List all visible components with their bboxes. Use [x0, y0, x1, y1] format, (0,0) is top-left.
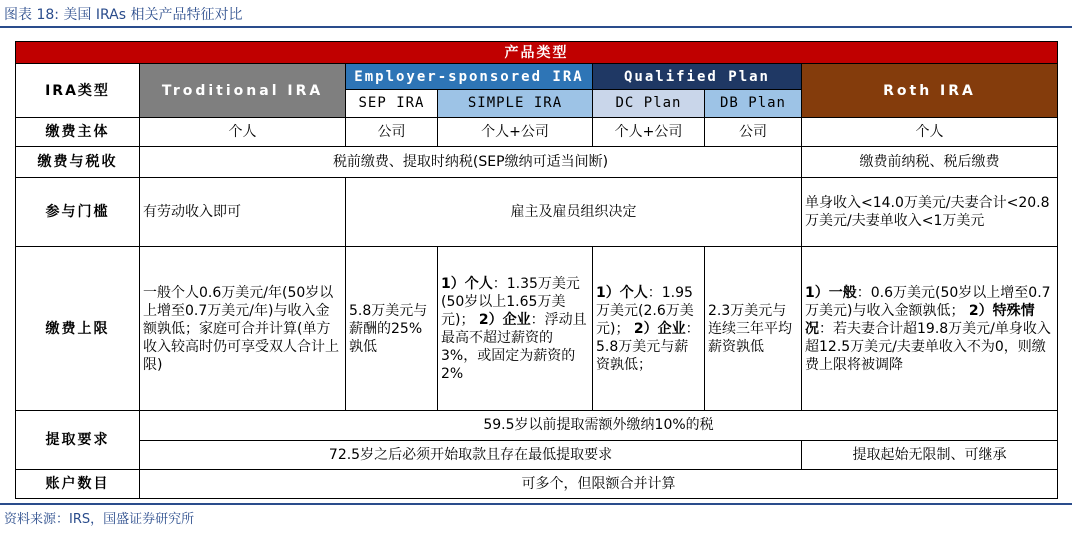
limit-roth-p1: ：0.6万美元(50岁以上增至0.7万美元)与收入金额孰低；: [805, 284, 1051, 319]
row-payer: [16, 117, 1058, 147]
dc-plan-header: DC Plan: [593, 90, 705, 118]
limit-dc-p2: ：5.8万美元与薪资孰低；: [596, 320, 700, 373]
row-tax: [16, 147, 1058, 178]
row-withdraw-2: [16, 440, 1058, 470]
limit-traditional: 一般个人0.6万美元/年(50岁以上增至0.7万美元/年)与收入金额孰低；家庭可合并计算(单方收入较高时仍可享受双人合计上限): [140, 247, 346, 411]
limit-roth-p1-head: 1）一般: [805, 284, 857, 301]
tax-main: 税前缴费、提取时纳税(SEP缴纳可适当间断): [140, 147, 802, 178]
limit-dc: [593, 247, 705, 411]
withdraw-label: 提取要求: [16, 411, 140, 470]
limit-simple-p2-head: 2）企业: [478, 311, 531, 328]
limit-label: 缴费上限: [16, 247, 140, 411]
threshold-label: 参与门槛: [16, 177, 140, 247]
withdraw-line2: 72.5岁之后必须开始取款且存在最低提取要求: [140, 440, 802, 470]
header-row-categories: [16, 64, 1058, 90]
limit-simple-p1-head: 1）个人: [441, 275, 493, 292]
simple-ira-header: SIMPLE IRA: [438, 90, 593, 118]
limit-db: 2.3万美元与连续三年平均薪资孰低: [705, 247, 802, 411]
limit-simple-p2: ：浮动且最高不超过薪资的3%，或固定为薪资的2%: [441, 311, 587, 382]
row-accounts: [16, 470, 1058, 499]
withdraw-roth: 提取起始无限制、可继承: [802, 440, 1058, 470]
payer-label: 缴费主体: [16, 117, 140, 147]
db-plan-header: DB Plan: [705, 90, 802, 118]
header-row-product-type: [16, 42, 1058, 64]
figure-caption: 图表 18: 美国 IRAs 相关产品特征对比: [4, 7, 243, 23]
limit-roth-p2: ：若夫妻合计超19.8万美元/单身收入超12.5万美元/夫妻单收入不为0，则缴费上限将被调降: [805, 320, 1051, 373]
source-note: 资料来源：IRS，国盛证券研究所: [4, 512, 195, 527]
payer-simple: 个人+公司: [438, 117, 593, 147]
bottom-rule: [0, 503, 1072, 505]
threshold-employer: 雇主及雇员组织决定: [346, 177, 802, 247]
limit-simple: [438, 247, 593, 411]
product-type-header: 产品类型: [16, 42, 1058, 64]
threshold-roth: 单身收入<14.0万美元/夫妻合计<20.8 万美元/夫妻单收入<1万美元: [802, 177, 1058, 247]
ira-comparison-table: [15, 41, 1058, 499]
employer-sponsored-header: Employer-sponsored IRA: [346, 64, 593, 90]
threshold-traditional: 有劳动收入即可: [140, 177, 346, 247]
payer-db: 公司: [705, 117, 802, 147]
withdraw-line1: 59.5岁以前提取需额外缴纳10%的税: [140, 411, 1058, 441]
tax-label: 缴费与税收: [16, 147, 140, 178]
ira-type-label: IRA类型: [16, 64, 140, 117]
roth-ira-header: Roth IRA: [802, 64, 1058, 117]
qualified-plan-header: Qualified Plan: [593, 64, 802, 90]
row-withdraw-1: [16, 411, 1058, 441]
limit-simple-p1: ：1.35万美元(50岁以上1.65万美元)；: [441, 275, 580, 328]
sep-ira-header: SEP IRA: [346, 90, 438, 118]
limit-dc-p1-head: 1）个人: [596, 284, 648, 301]
tax-roth: 缴费前纳税、税后缴费: [802, 147, 1058, 178]
accounts-value: 可多个，但限额合并计算: [140, 470, 1058, 499]
limit-sep: 5.8万美元与薪酬的25%孰低: [346, 247, 438, 411]
row-threshold: [16, 177, 1058, 247]
payer-dc: 个人+公司: [593, 117, 705, 147]
payer-traditional: 个人: [140, 117, 346, 147]
row-limit: [16, 247, 1058, 411]
traditional-ira-header: Troditional IRA: [140, 64, 346, 117]
limit-roth: [802, 247, 1058, 411]
payer-roth: 个人: [802, 117, 1058, 147]
payer-sep: 公司: [346, 117, 438, 147]
top-rule: [0, 26, 1072, 28]
limit-roth-p2-head: 2）特殊情况: [805, 302, 1035, 337]
limit-dc-p1: ：1.95万美元(2.6万美元)；: [596, 284, 694, 337]
accounts-label: 账户数目: [16, 470, 140, 499]
limit-dc-p2-head: 2）企业: [633, 320, 686, 337]
